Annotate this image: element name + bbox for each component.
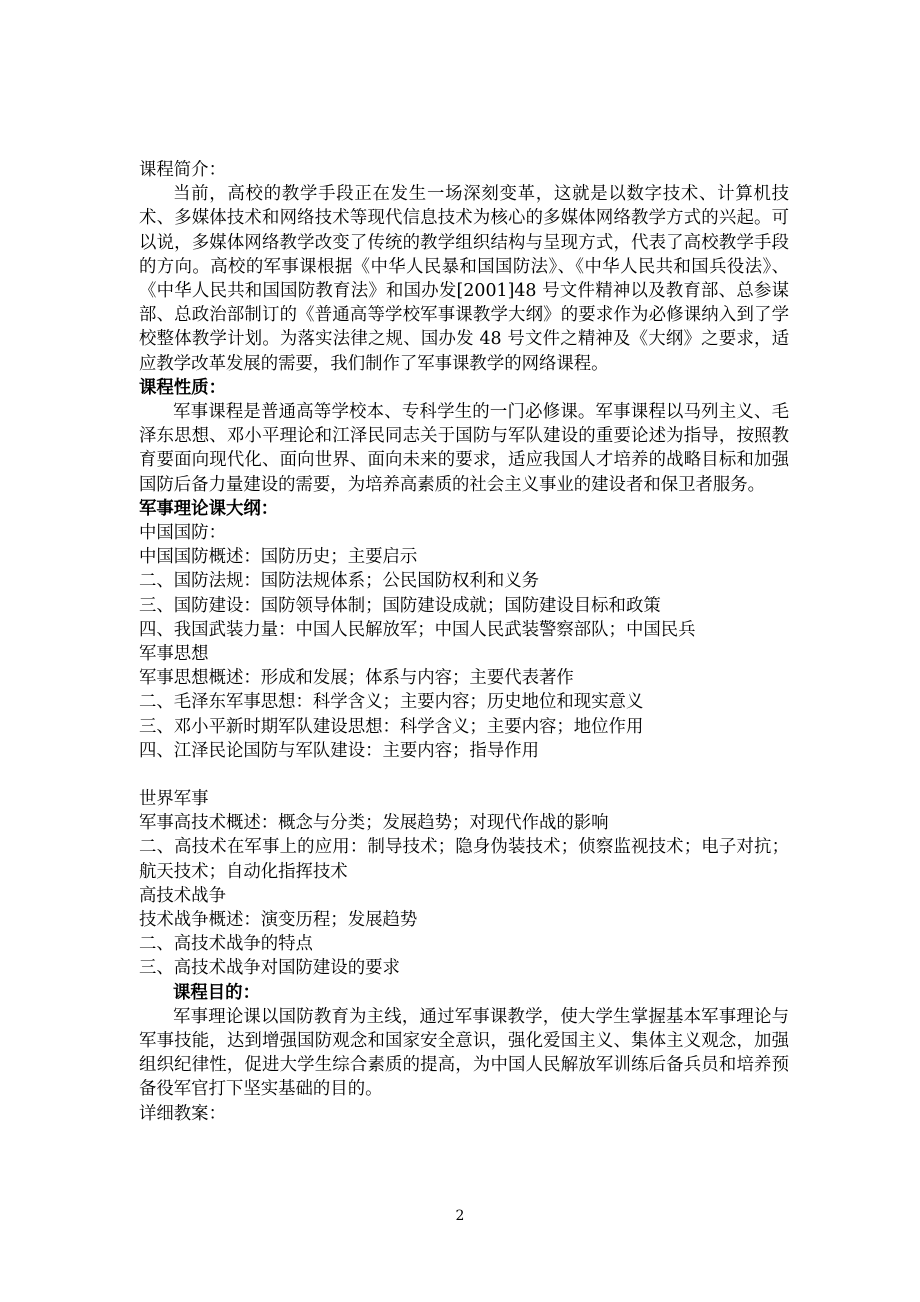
outline-item: 四、我国武装力量：中国人民解放军；中国人民武装警察部队；中国民兵 [139, 619, 696, 640]
intro-heading: 课程简介： [139, 160, 226, 180]
purpose-paragraph: 军事理论课以国防教育为主线，通过军事课教学，使大学生掌握基本军事理论与军事技能，达到增强国防观念和国家安全意识，强化爱国主义、集体主义观念，加强组织纪律性，促进大学生综合素质的提高，为中国人民解放军训练后备兵员和培养预备役军官打下坚实基础的目的。 [139, 1006, 789, 1100]
outline-section-national-defense [139, 521, 789, 642]
outline-item: 二、高技术在军事上的应用：制导技术；隐身伪装技术；侦察监视技术；电子对抗；航天技术；自动化指挥技术 [139, 837, 789, 882]
detail-heading: 详细教案： [139, 1103, 226, 1124]
outline-item: 三、邓小平新时期军队建设思想：科学含义；主要内容；地位作用 [139, 716, 644, 737]
outline-item: 军事高技术概述：概念与分类；发展趋势；对现代作战的影响 [139, 813, 609, 834]
outline-section-high-tech-war [139, 884, 789, 981]
outline-item: 三、高技术战争对国防建设的要求 [139, 958, 400, 979]
purpose-heading: 课程目的： [173, 982, 260, 1003]
nature-heading: 课程性质： [139, 377, 226, 398]
blank-line [139, 763, 789, 787]
intro-paragraph: 当前，高校的教学手段正在发生一场深刻变革，这就是以数字技术、计算机技术、多媒体技术和网络技术等现代信息技术为核心的多媒体网络教学方式的兴起。可以说，多媒体网络教学改变了传统的教学组织结构与呈现方式，代表了高校教学手段的方向。高校的军事课根据《中华人民暴和国国防法》、《中华人民共和国兵役法》、《中华人民共和国国防教育法》和国办发[2001]48 号文件精神以及教育部、总参谋部、总政治部制订的《普通高等学校军事课教学大纲》的要求作为必修课纳入到了学校整体教学计划。为落实法律之规、国办发 48 号文件之精神及《大纲》之要求，适应教学改革发展的需要，我们制作了军事课教学的网络课程。 [139, 184, 789, 374]
outline-item: 技术战争概述：演变历程；发展趋势 [139, 910, 418, 931]
outline-item: 中国国防概述：国防历史；主要启示 [139, 547, 418, 568]
outline-section-military-thought [139, 642, 789, 763]
outline-heading: 军事理论课大纲： [139, 498, 279, 519]
outline-item: 二、毛泽东军事思想：科学含义；主要内容；历史地位和现实意义 [139, 692, 644, 713]
outline-item: 二、国防法规：国防法规体系；公民国防权利和义务 [139, 571, 539, 592]
outline-item: 二、高技术战争的特点 [139, 934, 313, 955]
document-body [139, 158, 789, 1126]
nature-paragraph: 军事课程是普通高等学校本、专科学生的一门必修课。军事课程以马列主义、毛泽东思想、邓小平理论和江泽民同志关于国防与军队建设的重要论述为指导，按照教育要面向现代化、面向世界、面向未来的要求，适应我国人才培养的战略目标和加强国防后备力量建设的需要，为培养高素质的社会主义事业的建设者和保卫者服务。 [139, 402, 789, 495]
section-title: 军事思想 [139, 643, 209, 664]
outline-item: 三、国防建设：国防领导体制；国防建设成就；国防建设目标和政策 [139, 595, 661, 616]
section-title: 高技术战争 [139, 885, 226, 906]
section-title: 世界军事 [139, 789, 209, 810]
outline-item: 四、江泽民论国防与军队建设：主要内容；指导作用 [139, 740, 539, 761]
page-number: 2 [455, 1208, 465, 1224]
outline-item: 军事思想概述：形成和发展；体系与内容；主要代表著作 [139, 668, 574, 689]
outline-section-world-military [139, 787, 789, 884]
section-title: 中国国防： [139, 523, 226, 543]
